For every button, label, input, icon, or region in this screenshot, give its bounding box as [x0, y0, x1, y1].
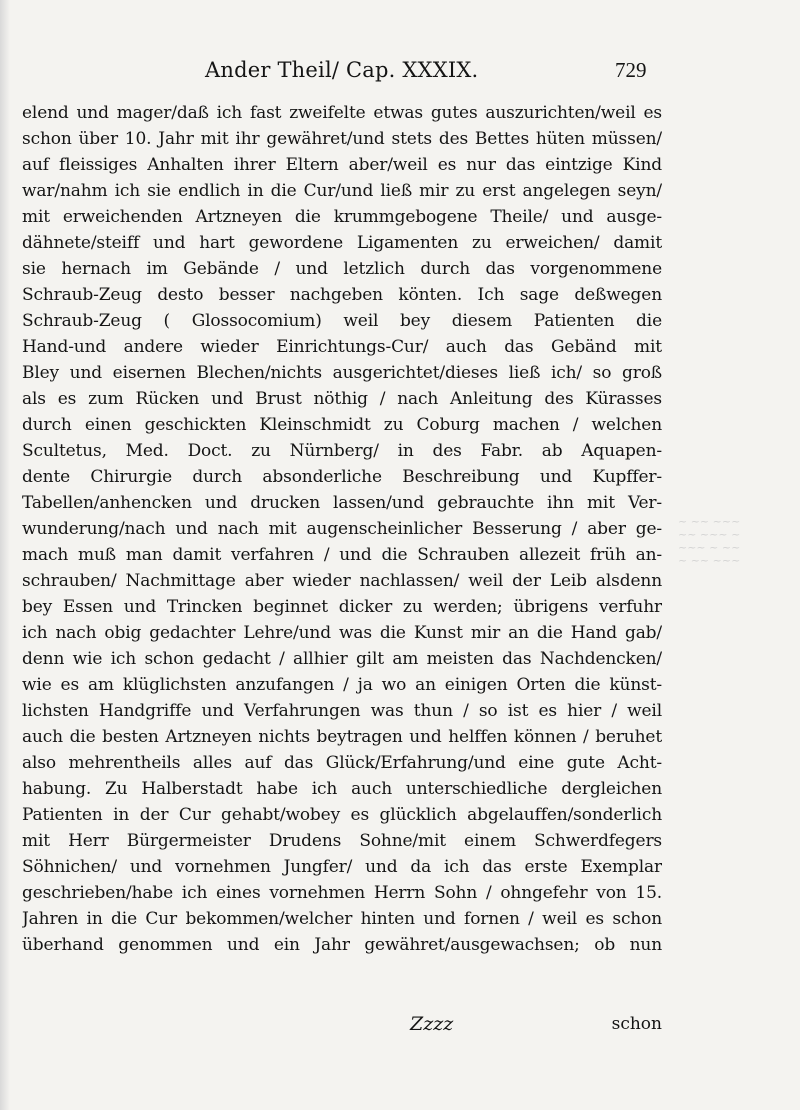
text-line: elend und mager/daß ich fast zweifelte etwas gutes auszurichten/weil es [22, 103, 662, 123]
catchword: schon [611, 1014, 662, 1034]
text-line: durch einen geschickten Kleinschmidt zu Coburg machen / welchen [22, 415, 662, 435]
text-line: Jahren in die Cur bekommen/welcher hinten und fornen / weil es schon [22, 909, 662, 929]
page-edge-shadow [0, 0, 10, 1110]
show-through-bleed: ~ ~~ ~~~ ~~ ~~~ ~ ~~~ ~ ~~ ~ ~~ ~~~ [678, 515, 741, 567]
running-head [205, 58, 478, 82]
text-line: Bley und eisernen Blechen/nichts ausgerichtet/dieses ließ ich/ so groß [22, 363, 662, 383]
text-line: Scultetus, Med. Doct. zu Nürnberg/ in des Fabr. ab Aquapen- [22, 441, 662, 461]
signature-mark: Zzzz [410, 1013, 454, 1035]
text-line: war/nahm ich sie endlich in die Cur/und ließ mir zu erst angelegen seyn/ [22, 181, 662, 201]
text-line: mit Herr Bürgermeister Drudens Sohne/mit einem Schwerdfegers [22, 831, 662, 851]
text-line: schrauben/ Nachmittage aber wieder nachlassen/ weil der Leib alsdenn [22, 571, 662, 591]
text-line: mit erweichenden Artzneyen die krummgebogene Theile/ und ausge- [22, 207, 662, 227]
text-line: schon über 10. Jahr mit ihr gewähret/und stets des Bettes hüten müssen/ [22, 129, 662, 149]
text-line: dente Chirurgie durch absonderliche Beschreibung und Kupffer- [22, 467, 662, 487]
text-line: Hand-und andere wieder Einrichtungs-Cur/ auch das Gebänd mit [22, 337, 662, 357]
text-line: Schraub-Zeug desto besser nachgeben könten. Ich sage deßwegen [22, 285, 662, 305]
text-line: Tabellen/anhencken und drucken lassen/und gebrauchte ihn mit Ver- [22, 493, 662, 513]
text-line: denn wie ich schon gedacht / allhier gilt am meisten das Nachdencken/ [22, 649, 662, 669]
text-line: auch die besten Artzneyen nichts beytragen und helffen können / beruhet [22, 727, 662, 747]
text-line: lichsten Handgriffe und Verfahrungen was thun / so ist es hier / weil [22, 701, 662, 721]
text-line: geschrieben/habe ich eines vornehmen Herrn Sohn / ohngefehr von 15. [22, 883, 662, 903]
page-number: 729 [615, 58, 647, 82]
body-text [22, 100, 662, 958]
text-line: Söhnichen/ und vornehmen Jungfer/ und da ich das erste Exemplar [22, 857, 662, 877]
text-line: Patienten in der Cur gehabt/wobey es glücklich abgelauffen/sonderlich [22, 805, 662, 825]
text-line: also mehrentheils alles auf das Glück/Erfahrung/und eine gute Acht- [22, 753, 662, 773]
text-line: habung. Zu Halberstadt habe ich auch unterschiedliche dergleichen [22, 779, 662, 799]
text-line: wie es am klüglichsten anzufangen / ja wo an einigen Orten die künst- [22, 675, 662, 695]
text-line: als es zum Rücken und Brust nöthig / nach Anleitung des Kürasses [22, 389, 662, 409]
text-line: überhand genommen und ein Jahr gewähret/ausgewachsen; ob nun [22, 935, 662, 955]
text-line: sie hernach im Gebände / und letzlich durch das vorgenommene [22, 259, 662, 279]
text-line: Schraub-Zeug ( Glossocomium) weil bey diesem Patienten die [22, 311, 662, 331]
running-head-text: Ander Theil/ Cap. XXXIX. [205, 58, 479, 82]
text-line: dähnete/steiff und hart gewordene Ligamenten zu erweichen/ damit [22, 233, 662, 253]
text-line: mach muß man damit verfahren / und die Schrauben allezeit früh an- [22, 545, 662, 565]
text-line: ich nach obig gedachter Lehre/und was die Kunst mir an die Hand gab/ [22, 623, 662, 643]
text-line: auf fleissiges Anhalten ihrer Eltern aber/weil es nur das eintzige Kind [22, 155, 662, 175]
text-line: wunderung/nach und nach mit augenscheinlicher Besserung / aber ge- [22, 519, 662, 539]
text-line: bey Essen und Trincken beginnet dicker zu werden; übrigens verfuhr [22, 597, 662, 617]
catchline [22, 1010, 662, 1038]
